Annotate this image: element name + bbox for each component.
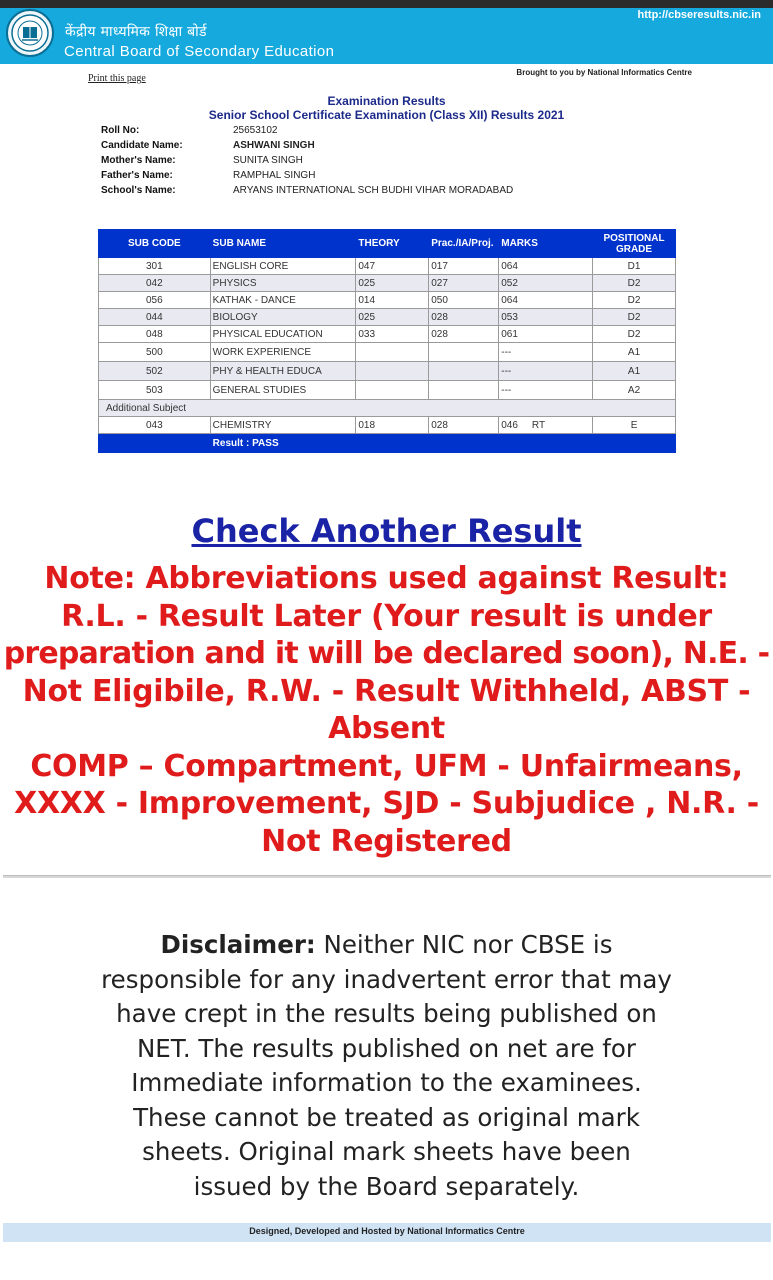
table-row bbox=[99, 326, 676, 343]
sub-name-cell: KATHAK - DANCE bbox=[210, 292, 356, 309]
site-url[interactable]: http://cbseresults.nic.in bbox=[637, 9, 761, 21]
theory-cell bbox=[356, 362, 429, 381]
note-line: Not Registered bbox=[261, 823, 512, 859]
practical-cell bbox=[429, 381, 499, 400]
hindi-board-name: केंद्रीय माध्यमिक शिक्षा बोर्ड bbox=[65, 24, 207, 40]
grade-cell: A1 bbox=[593, 362, 676, 381]
practical-cell: 028 bbox=[429, 309, 499, 326]
marks-table bbox=[98, 229, 676, 453]
sub-name-cell: BIOLOGY bbox=[210, 309, 356, 326]
marks-value: 061 bbox=[501, 328, 518, 340]
note-line: XXXX - Improvement, SJD - Subjudice , N.R. - bbox=[14, 786, 759, 821]
header-practical: Prac./IA/Proj. bbox=[429, 230, 499, 258]
note-line: COMP – Compartment, UFM - Unfairmeans, bbox=[30, 748, 743, 784]
marks-cell bbox=[499, 381, 593, 400]
theory-cell bbox=[356, 343, 429, 362]
table-header-row bbox=[99, 230, 676, 258]
sub-name-cell: ENGLISH CORE bbox=[210, 258, 356, 275]
candidate-info bbox=[101, 125, 513, 200]
marks-value: --- bbox=[501, 384, 512, 396]
sub-name-cell: PHYSICS bbox=[210, 275, 356, 292]
grade-cell: D1 bbox=[593, 258, 676, 275]
candidate-name-row bbox=[101, 140, 513, 155]
table-row bbox=[99, 417, 676, 434]
sub-code-cell: 048 bbox=[99, 326, 211, 343]
grade-cell: D2 bbox=[593, 292, 676, 309]
grade-cell: A2 bbox=[593, 381, 676, 400]
sub-code-cell: 043 bbox=[99, 417, 211, 434]
result-spacer bbox=[99, 434, 211, 453]
marks-cell bbox=[499, 309, 593, 326]
abbreviations-note bbox=[0, 560, 773, 860]
english-board-name: Central Board of Secondary Education bbox=[64, 43, 335, 60]
grade-cell: E bbox=[593, 417, 676, 434]
marks-cell bbox=[499, 292, 593, 309]
mother-name-row bbox=[101, 155, 513, 170]
theory-cell: 047 bbox=[356, 258, 429, 275]
table-row bbox=[99, 292, 676, 309]
check-another-result-link[interactable]: Check Another Result bbox=[191, 512, 582, 550]
sub-name-cell: GENERAL STUDIES bbox=[210, 381, 356, 400]
note-line: Not Eligibile, R.W. - Result Withheld, ABST - bbox=[22, 673, 751, 709]
marks-value: --- bbox=[501, 365, 512, 377]
info-label: Father's Name: bbox=[101, 170, 173, 181]
sub-name-cell: PHYSICAL EDUCATION bbox=[210, 326, 356, 343]
sub-code-cell: 042 bbox=[99, 275, 211, 292]
grade-cell: D2 bbox=[593, 309, 676, 326]
info-label: Mother's Name: bbox=[101, 155, 176, 166]
brought-by-text: Brought to you by National Informatics Centre bbox=[516, 68, 692, 77]
disclaimer-label: Disclaimer: bbox=[160, 930, 316, 959]
marks-value: 046 bbox=[501, 419, 518, 431]
marks-cell bbox=[499, 275, 593, 292]
grade-cell: A1 bbox=[593, 343, 676, 362]
note-line: Note: Abbreviations used against Result: bbox=[44, 561, 729, 596]
practical-cell: 017 bbox=[429, 258, 499, 275]
header-sub-code: SUB CODE bbox=[99, 230, 211, 258]
additional-subject-label: Additional Subject bbox=[99, 400, 676, 417]
sub-code-cell: 503 bbox=[99, 381, 211, 400]
print-page-link[interactable]: Print this page bbox=[88, 73, 146, 84]
header-positional-grade: POSITIONAL GRADE bbox=[593, 230, 676, 258]
theory-cell: 018 bbox=[356, 417, 429, 434]
marks-value: --- bbox=[501, 346, 512, 358]
school-name-value: ARYANS INTERNATIONAL SCH BUDHI VIHAR MORADABAD bbox=[233, 185, 514, 196]
table-row bbox=[99, 275, 676, 292]
header-theory: THEORY bbox=[356, 230, 429, 258]
marks-value: 053 bbox=[501, 311, 518, 323]
divider bbox=[3, 875, 771, 878]
exam-title: Senior School Certificate Examination (Class XII) Results 2021 bbox=[208, 108, 565, 122]
sub-code-cell: 500 bbox=[99, 343, 211, 362]
candidate-name-value: ASHWANI SINGH bbox=[233, 140, 315, 151]
results-title: Examination Results bbox=[327, 94, 446, 108]
info-label: Candidate Name: bbox=[101, 140, 183, 151]
practical-cell: 028 bbox=[429, 417, 499, 434]
theory-cell: 014 bbox=[356, 292, 429, 309]
marks-cell bbox=[499, 343, 593, 362]
header-marks: MARKS bbox=[499, 230, 593, 258]
check-another-result bbox=[0, 512, 773, 550]
marks-cell bbox=[499, 326, 593, 343]
practical-cell bbox=[429, 362, 499, 381]
cbse-logo-icon bbox=[6, 9, 54, 57]
practical-cell: 050 bbox=[429, 292, 499, 309]
roll-no-value: 25653102 bbox=[233, 125, 278, 136]
father-name-row bbox=[101, 170, 513, 185]
result-status: Result : PASS bbox=[210, 434, 675, 453]
disclaimer bbox=[100, 928, 673, 1204]
theory-cell: 025 bbox=[356, 275, 429, 292]
practical-cell bbox=[429, 343, 499, 362]
sub-code-cell: 056 bbox=[99, 292, 211, 309]
marks-flag: RT bbox=[531, 419, 546, 431]
note-line: R.L. - Result Later (Your result is under bbox=[61, 598, 712, 634]
theory-cell bbox=[356, 381, 429, 400]
roll-no-row bbox=[101, 125, 513, 140]
theory-cell: 025 bbox=[356, 309, 429, 326]
status-bar bbox=[0, 0, 773, 8]
info-label: Roll No: bbox=[101, 125, 140, 136]
table-row bbox=[99, 343, 676, 362]
table-row bbox=[99, 362, 676, 381]
marks-cell bbox=[499, 362, 593, 381]
sub-code-cell: 301 bbox=[99, 258, 211, 275]
grade-cell: D2 bbox=[593, 275, 676, 292]
note-line: preparation and it will be declared soon), N.E. - bbox=[3, 636, 770, 671]
practical-cell: 028 bbox=[429, 326, 499, 343]
site-header bbox=[0, 8, 773, 64]
disclaimer-text: Neither NIC nor CBSE is responsible for any inadvertent error that may have crept in the results being published on NET. The results published on net are for Immediate information to the examinees. These cannot be treated as original mark sheets. Original mark sheets have been issued by the Board separately. bbox=[101, 930, 672, 1201]
sub-name-cell: WORK EXPERIENCE bbox=[210, 343, 356, 362]
father-name-value: RAMPHAL SINGH bbox=[233, 170, 316, 181]
sub-code-cell: 502 bbox=[99, 362, 211, 381]
footer: Designed, Developed and Hosted by National Informatics Centre bbox=[3, 1223, 771, 1242]
table-row bbox=[99, 309, 676, 326]
additional-subject-row bbox=[99, 400, 676, 417]
table-row bbox=[99, 258, 676, 275]
sub-name-cell: CHEMISTRY bbox=[210, 417, 356, 434]
sub-name-cell: PHY & HEALTH EDUCA bbox=[210, 362, 356, 381]
mother-name-value: SUNITA SINGH bbox=[233, 155, 303, 166]
marks-cell bbox=[499, 258, 593, 275]
result-row bbox=[99, 434, 676, 453]
header-sub-name: SUB NAME bbox=[210, 230, 356, 258]
note-line: Absent bbox=[328, 711, 445, 746]
theory-cell: 033 bbox=[356, 326, 429, 343]
grade-cell: D2 bbox=[593, 326, 676, 343]
sub-code-cell: 044 bbox=[99, 309, 211, 326]
marks-cell bbox=[499, 417, 593, 434]
marks-value: 064 bbox=[501, 294, 518, 306]
marks-value: 064 bbox=[501, 260, 518, 272]
school-name-row bbox=[101, 185, 513, 200]
practical-cell: 027 bbox=[429, 275, 499, 292]
info-label: School's Name: bbox=[101, 185, 176, 196]
marks-value: 052 bbox=[501, 277, 518, 289]
table-row bbox=[99, 381, 676, 400]
